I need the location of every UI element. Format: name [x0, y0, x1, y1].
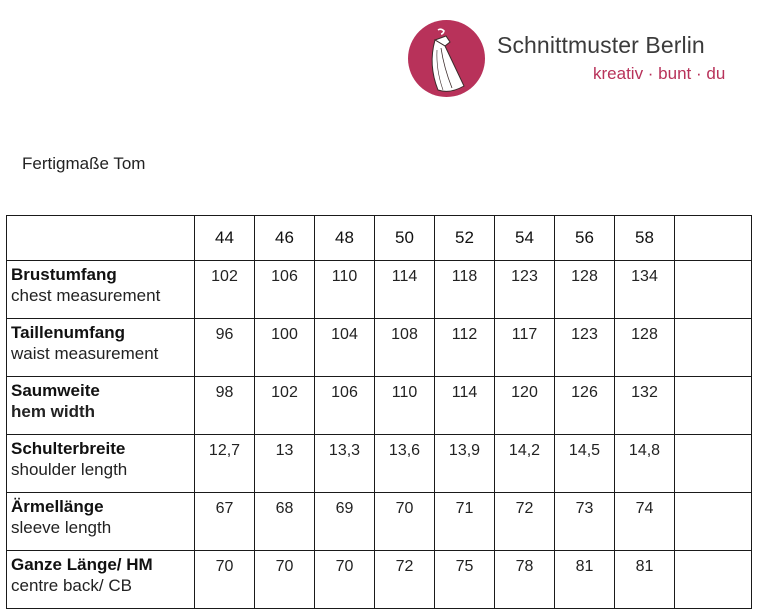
- table-cell: 96: [195, 319, 255, 377]
- table-cell: 70: [195, 551, 255, 609]
- label-english: hem width: [11, 402, 96, 421]
- table-cell: 110: [315, 261, 375, 319]
- table-cell: 100: [255, 319, 315, 377]
- table-cell: 69: [315, 493, 375, 551]
- label-english: centre back/ CB: [11, 576, 132, 595]
- table-cell: 102: [255, 377, 315, 435]
- table-cell: 14,8: [615, 435, 675, 493]
- table-cell: 110: [375, 377, 435, 435]
- table-cell: 126: [555, 377, 615, 435]
- table-cell: 13,3: [315, 435, 375, 493]
- label-english: sleeve length: [11, 518, 112, 537]
- label-german: Schulterbreite: [11, 439, 126, 458]
- size-header: 52: [435, 216, 495, 261]
- table-row: [7, 377, 752, 435]
- table-cell: [675, 261, 752, 319]
- table-row: [7, 319, 752, 377]
- size-header: 48: [315, 216, 375, 261]
- table-cell: 73: [555, 493, 615, 551]
- table-cell: 13,9: [435, 435, 495, 493]
- row-label: [7, 319, 195, 377]
- row-label: [7, 435, 195, 493]
- row-label: [7, 551, 195, 609]
- row-label: [7, 493, 195, 551]
- table-cell: 71: [435, 493, 495, 551]
- table-cell: 72: [495, 493, 555, 551]
- table-cell: 14,5: [555, 435, 615, 493]
- table-cell: 81: [555, 551, 615, 609]
- table-cell: 12,7: [195, 435, 255, 493]
- table-cell: 114: [435, 377, 495, 435]
- table-row: [7, 551, 752, 609]
- table-cell: 14,2: [495, 435, 555, 493]
- brand-name: Schnittmuster Berlin: [497, 32, 705, 58]
- label-english: shoulder length: [11, 460, 128, 479]
- label-german: Ärmellänge: [11, 497, 104, 516]
- table-cell: [675, 377, 752, 435]
- table-cell: 112: [435, 319, 495, 377]
- table-cell: 70: [375, 493, 435, 551]
- size-header: 44: [195, 216, 255, 261]
- size-header: 50: [375, 216, 435, 261]
- size-header: [675, 216, 752, 261]
- table-cell: 128: [615, 319, 675, 377]
- table-cell: 81: [615, 551, 675, 609]
- table-cell: 74: [615, 493, 675, 551]
- table-cell: 123: [495, 261, 555, 319]
- table-cell: 108: [375, 319, 435, 377]
- table-cell: [675, 551, 752, 609]
- table-cell: 104: [315, 319, 375, 377]
- table-cell: 98: [195, 377, 255, 435]
- table-cell: 13: [255, 435, 315, 493]
- label-english: waist measurement: [11, 344, 159, 363]
- size-header: 58: [615, 216, 675, 261]
- size-header: 46: [255, 216, 315, 261]
- table-cell: 72: [375, 551, 435, 609]
- label-german: Brustumfang: [11, 265, 117, 284]
- label-german: Ganze Länge/ HM: [11, 555, 153, 574]
- table-cell: [675, 319, 752, 377]
- table-row: [7, 493, 752, 551]
- table-cell: 134: [615, 261, 675, 319]
- header-corner: [7, 216, 195, 261]
- size-header: 56: [555, 216, 615, 261]
- table-cell: 120: [495, 377, 555, 435]
- table-row: [7, 435, 752, 493]
- table-cell: 114: [375, 261, 435, 319]
- brand-tagline: kreativ · bunt · du: [593, 64, 726, 83]
- row-label: [7, 261, 195, 319]
- table-cell: 70: [315, 551, 375, 609]
- label-english: chest measurement: [11, 286, 161, 305]
- table-cell: 117: [495, 319, 555, 377]
- table-cell: 70: [255, 551, 315, 609]
- size-header-row: [7, 216, 752, 261]
- table-cell: 75: [435, 551, 495, 609]
- table-cell: 102: [195, 261, 255, 319]
- table-cell: [675, 493, 752, 551]
- table-cell: 67: [195, 493, 255, 551]
- row-label: [7, 377, 195, 435]
- table-cell: 118: [435, 261, 495, 319]
- measurement-table: [6, 215, 752, 609]
- table-cell: [675, 435, 752, 493]
- table-cell: 132: [615, 377, 675, 435]
- label-german: Taillenumfang: [11, 323, 125, 342]
- table-cell: 106: [315, 377, 375, 435]
- table-cell: 78: [495, 551, 555, 609]
- table-cell: 128: [555, 261, 615, 319]
- label-german: Saumweite: [11, 381, 100, 400]
- brand-logo: [408, 20, 738, 98]
- table-cell: 68: [255, 493, 315, 551]
- document-title: Fertigmaße Tom: [22, 154, 146, 173]
- table-cell: 123: [555, 319, 615, 377]
- dress-icon: [408, 20, 485, 97]
- table-row: [7, 261, 752, 319]
- size-header: 54: [495, 216, 555, 261]
- table-cell: 106: [255, 261, 315, 319]
- table-cell: 13,6: [375, 435, 435, 493]
